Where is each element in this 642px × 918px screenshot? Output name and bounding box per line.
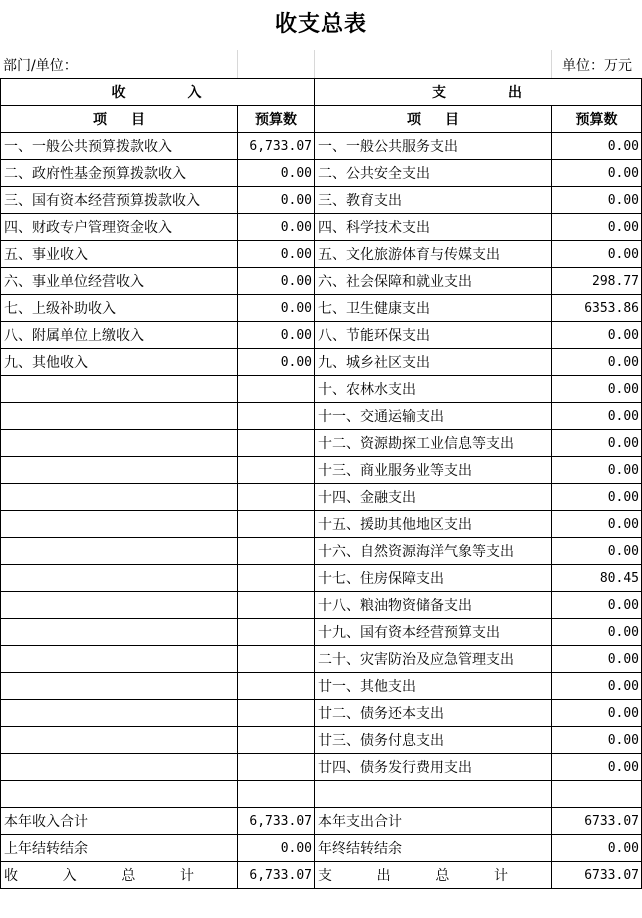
income-item-cell: 二、政府性基金预算拨款收入	[1, 160, 238, 187]
expense-item-cell: 廿一、其他支出	[315, 673, 552, 700]
income-value-cell: 0.00	[238, 268, 315, 295]
table-row	[1, 619, 642, 646]
income-value-cell: 6,733.07	[238, 133, 315, 160]
income-item-cell	[1, 511, 238, 538]
table-row	[1, 430, 642, 457]
income-item-cell: 三、国有资本经营预算拨款收入	[1, 187, 238, 214]
expense-item-cell: 二、公共安全支出	[315, 160, 552, 187]
income-item-cell	[1, 646, 238, 673]
expense-item-cell: 六、社会保障和就业支出	[315, 268, 552, 295]
budget-table	[0, 78, 642, 889]
income-value-cell	[238, 592, 315, 619]
expense-value-cell: 6353.86	[552, 295, 642, 322]
department-label: 部门/单位：	[3, 58, 78, 74]
expense-item-cell: 五、文化旅游体育与传媒支出	[315, 241, 552, 268]
expense-item-cell: 十三、商业服务业等支出	[315, 457, 552, 484]
income-value-cell: 0.00	[238, 835, 315, 862]
table-row	[1, 295, 642, 322]
table-row	[1, 727, 642, 754]
grid-divider	[551, 50, 552, 78]
table-row	[1, 484, 642, 511]
income-value-cell	[238, 781, 315, 808]
expense-item-cell: 十四、金融支出	[315, 484, 552, 511]
expense-value-cell: 0.00	[552, 214, 642, 241]
table-row	[1, 835, 642, 862]
income-item-cell: 本年收入合计	[1, 808, 238, 835]
expense-value-cell: 0.00	[552, 403, 642, 430]
expense-budget-header: 预算数	[552, 106, 642, 133]
income-value-cell	[238, 619, 315, 646]
income-grand-total-value: 6,733.07	[238, 862, 315, 889]
income-item-cell	[1, 430, 238, 457]
expense-section-header: 支 出	[315, 79, 642, 106]
table-row	[1, 241, 642, 268]
expense-item-cell: 三、教育支出	[315, 187, 552, 214]
expense-value-cell: 0.00	[552, 673, 642, 700]
expense-item-cell: 十二、资源勘探工业信息等支出	[315, 430, 552, 457]
table-row	[1, 322, 642, 349]
expense-value-cell	[552, 781, 642, 808]
table-row	[1, 160, 642, 187]
income-value-cell	[238, 673, 315, 700]
table-row	[1, 268, 642, 295]
expense-item-cell: 四、科学技术支出	[315, 214, 552, 241]
expense-value-cell: 0.00	[552, 511, 642, 538]
expense-item-cell: 十九、国有资本经营预算支出	[315, 619, 552, 646]
expense-value-cell: 0.00	[552, 700, 642, 727]
income-item-cell: 八、附属单位上缴收入	[1, 322, 238, 349]
expense-value-cell: 0.00	[552, 376, 642, 403]
expense-item-cell: 十八、粮油物资储备支出	[315, 592, 552, 619]
expense-item-cell: 十六、自然资源海洋气象等支出	[315, 538, 552, 565]
income-item-cell: 九、其他收入	[1, 349, 238, 376]
income-value-cell	[238, 403, 315, 430]
table-row	[1, 349, 642, 376]
expense-value-cell: 0.00	[552, 646, 642, 673]
expense-item-cell: 十五、援助其他地区支出	[315, 511, 552, 538]
income-value-cell	[238, 646, 315, 673]
income-value-cell: 0.00	[238, 349, 315, 376]
table-row	[1, 457, 642, 484]
expense-item-cell: 七、卫生健康支出	[315, 295, 552, 322]
income-item-cell	[1, 619, 238, 646]
income-budget-header: 预算数	[238, 106, 315, 133]
table-row	[1, 700, 642, 727]
expense-value-cell: 0.00	[552, 457, 642, 484]
grid-divider	[314, 50, 315, 78]
income-item-cell	[1, 754, 238, 781]
expense-item-cell: 十一、交通运输支出	[315, 403, 552, 430]
income-item-cell: 一、一般公共预算拨款收入	[1, 133, 238, 160]
income-item-cell: 五、事业收入	[1, 241, 238, 268]
income-value-cell	[238, 376, 315, 403]
expense-value-cell: 0.00	[552, 619, 642, 646]
income-item-cell	[1, 673, 238, 700]
expense-item-cell: 二十、灾害防治及应急管理支出	[315, 646, 552, 673]
expense-value-cell: 298.77	[552, 268, 642, 295]
section-header-row	[1, 79, 642, 106]
income-item-cell	[1, 403, 238, 430]
income-item-cell	[1, 484, 238, 511]
income-value-cell	[238, 430, 315, 457]
income-value-cell	[238, 457, 315, 484]
grand-total-row	[1, 862, 642, 889]
income-value-cell: 0.00	[238, 187, 315, 214]
table-row	[1, 565, 642, 592]
table-row	[1, 673, 642, 700]
income-value-cell: 0.00	[238, 322, 315, 349]
grid-divider	[237, 50, 238, 78]
expense-grand-total-value: 6733.07	[552, 862, 642, 889]
expense-value-cell: 0.00	[552, 754, 642, 781]
expense-value-cell: 0.00	[552, 160, 642, 187]
expense-value-cell: 80.45	[552, 565, 642, 592]
expense-value-cell: 0.00	[552, 349, 642, 376]
income-item-cell	[1, 565, 238, 592]
table-row	[1, 781, 642, 808]
table-row	[1, 511, 642, 538]
income-item-cell	[1, 700, 238, 727]
expense-value-cell: 0.00	[552, 322, 642, 349]
income-item-cell: 七、上级补助收入	[1, 295, 238, 322]
table-row	[1, 403, 642, 430]
expense-item-cell: 年终结转结余	[315, 835, 552, 862]
expense-value-cell: 0.00	[552, 430, 642, 457]
expense-value-cell: 0.00	[552, 241, 642, 268]
expense-item-header: 项 目	[315, 106, 552, 133]
expense-value-cell: 0.00	[552, 484, 642, 511]
income-value-cell: 0.00	[238, 295, 315, 322]
expense-value-cell: 0.00	[552, 133, 642, 160]
table-row	[1, 592, 642, 619]
page-title: 收支总表	[274, 12, 367, 37]
income-value-cell	[238, 754, 315, 781]
expense-item-cell: 廿二、债务还本支出	[315, 700, 552, 727]
income-value-cell	[238, 484, 315, 511]
expense-item-cell: 廿三、债务付息支出	[315, 727, 552, 754]
income-item-header: 项 目	[1, 106, 238, 133]
expense-value-cell: 0.00	[552, 187, 642, 214]
table-row	[1, 376, 642, 403]
table-row	[1, 133, 642, 160]
expense-value-cell: 6733.07	[552, 808, 642, 835]
expense-value-cell: 0.00	[552, 538, 642, 565]
expense-item-cell: 一、一般公共服务支出	[315, 133, 552, 160]
income-item-cell	[1, 376, 238, 403]
table-row	[1, 808, 642, 835]
income-item-cell	[1, 727, 238, 754]
expense-value-cell: 0.00	[552, 835, 642, 862]
income-value-cell: 0.00	[238, 214, 315, 241]
income-value-cell: 0.00	[238, 241, 315, 268]
table-row	[1, 646, 642, 673]
expense-item-cell: 八、节能环保支出	[315, 322, 552, 349]
income-value-cell	[238, 565, 315, 592]
table-row	[1, 538, 642, 565]
income-value-cell	[238, 700, 315, 727]
income-grand-total-label: 收 入 总 计	[1, 862, 238, 889]
expense-item-cell: 廿四、债务发行费用支出	[315, 754, 552, 781]
table-row	[1, 214, 642, 241]
expense-value-cell: 0.00	[552, 592, 642, 619]
table-row	[1, 187, 642, 214]
expense-value-cell: 0.00	[552, 727, 642, 754]
income-item-cell: 六、事业单位经营收入	[1, 268, 238, 295]
expense-grand-total-label: 支 出 总 计	[315, 862, 552, 889]
income-item-cell	[1, 457, 238, 484]
meta-row	[0, 50, 642, 78]
income-item-cell	[1, 592, 238, 619]
income-item-cell: 四、财政专户管理资金收入	[1, 214, 238, 241]
income-value-cell	[238, 538, 315, 565]
expense-item-cell: 本年支出合计	[315, 808, 552, 835]
income-item-cell	[1, 538, 238, 565]
income-value-cell	[238, 511, 315, 538]
expense-item-cell: 十七、住房保障支出	[315, 565, 552, 592]
income-item-cell: 上年结转结余	[1, 835, 238, 862]
unit-label: 单位：万元	[562, 58, 632, 74]
income-value-cell	[238, 727, 315, 754]
expense-item-cell: 十、农林水支出	[315, 376, 552, 403]
table-row	[1, 754, 642, 781]
expense-item-cell: 九、城乡社区支出	[315, 349, 552, 376]
income-item-cell	[1, 781, 238, 808]
income-value-cell: 0.00	[238, 160, 315, 187]
income-section-header: 收 入	[1, 79, 315, 106]
column-header-row	[1, 106, 642, 133]
expense-item-cell	[315, 781, 552, 808]
income-value-cell: 6,733.07	[238, 808, 315, 835]
